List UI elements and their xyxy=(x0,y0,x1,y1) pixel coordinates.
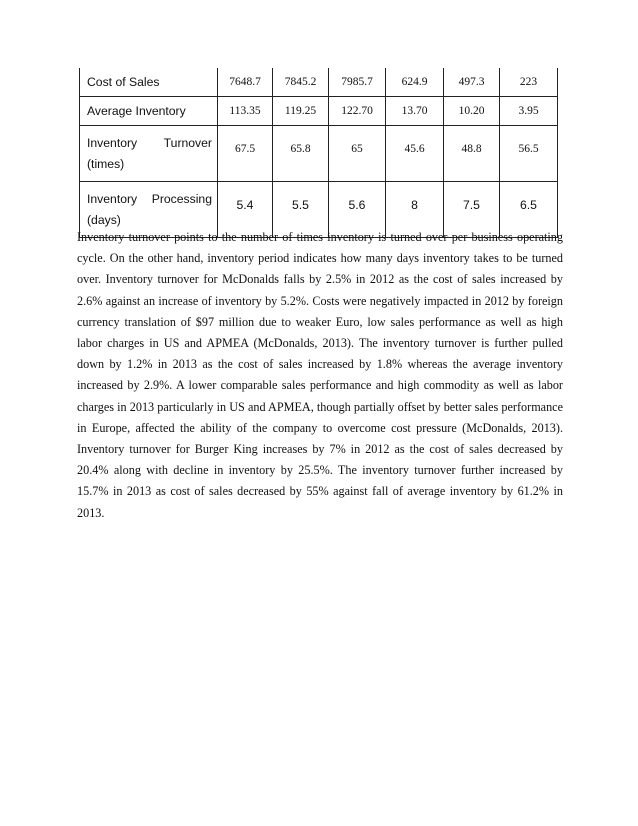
label-part: Processing xyxy=(151,191,212,206)
table-cell: 7648.7 xyxy=(218,68,273,97)
table-cell: 5.4 xyxy=(218,182,273,238)
financial-ratio-table xyxy=(79,68,558,238)
table-cell: 6.5 xyxy=(500,182,558,238)
body-paragraph: Inventory turnover points to the number of times inventory is turned over per business operating cycle. On the other hand, inventory period indicates how many days inventory takes to be turned over. Inventory turnover for McDonalds falls by 2.5% in 2012 as the cost of sales increased by 2.6% against an increase of inventory by 5.2%. Costs were negatively impacted in 2012 by foreign currency translation of $97 million due to weaker Euro, low sales performance as well as high labor charges in US and APMEA (McDonalds, 2013). The inventory turnover is further pulled down by 1.2% in 2013 as the cost of sales increased by 1.8% whereas the average inventory increased by 2.9%. A lower comparable sales performance and high commodity as well as labor charges in 2013 particularly in US and APMEA, though partially offset by better sales performance in Europe, affected the ability of the company to overcome cost pressure (McDonalds, 2013). Inventory turnover for Burger King increases by 7% in 2012 as the cost of sales decreased by 20.4% along with decline in inventory by 25.5%. The inventory turnover further increased by 15.7% in 2013 as cost of sales decreased by 55% against fall of average inventory by 61.2% in 2013. xyxy=(77,230,563,520)
table-cell: 48.8 xyxy=(444,126,500,182)
table-cell: 122.70 xyxy=(329,97,386,126)
label-part: Turnover xyxy=(163,135,212,150)
label-part: Inventory xyxy=(87,135,138,150)
label-part: (days) xyxy=(87,212,121,227)
table-cell: 7.5 xyxy=(444,182,500,238)
row-label-inventory-turnover xyxy=(80,126,218,182)
table-cell: 624.9 xyxy=(386,68,444,97)
label-part: (times) xyxy=(87,156,125,171)
table-cell: 10.20 xyxy=(444,97,500,126)
table-cell: 56.5 xyxy=(500,126,558,182)
table-row-inventory-turnover xyxy=(80,126,558,182)
table-cell: 5.6 xyxy=(329,182,386,238)
table-cell: 119.25 xyxy=(273,97,329,126)
table-cell: 65 xyxy=(329,126,386,182)
table-cell: 113.35 xyxy=(218,97,273,126)
label-part: Inventory xyxy=(87,191,138,206)
row-label-cost-of-sales: Cost of Sales xyxy=(80,68,218,97)
table-cell: 67.5 xyxy=(218,126,273,182)
table-cell: 13.70 xyxy=(386,97,444,126)
table-cell: 65.8 xyxy=(273,126,329,182)
table-cell: 3.95 xyxy=(500,97,558,126)
table-cell: 45.6 xyxy=(386,126,444,182)
table-cell: 8 xyxy=(386,182,444,238)
table-cell: 7985.7 xyxy=(329,68,386,97)
table-cell: 5.5 xyxy=(273,182,329,238)
table-cell: 223 xyxy=(500,68,558,97)
table-cell: 497.3 xyxy=(444,68,500,97)
table-cell: 7845.2 xyxy=(273,68,329,97)
table-row-cost-of-sales xyxy=(80,68,558,97)
row-label-average-inventory: Average Inventory xyxy=(80,97,218,126)
table-row-average-inventory xyxy=(80,97,558,126)
